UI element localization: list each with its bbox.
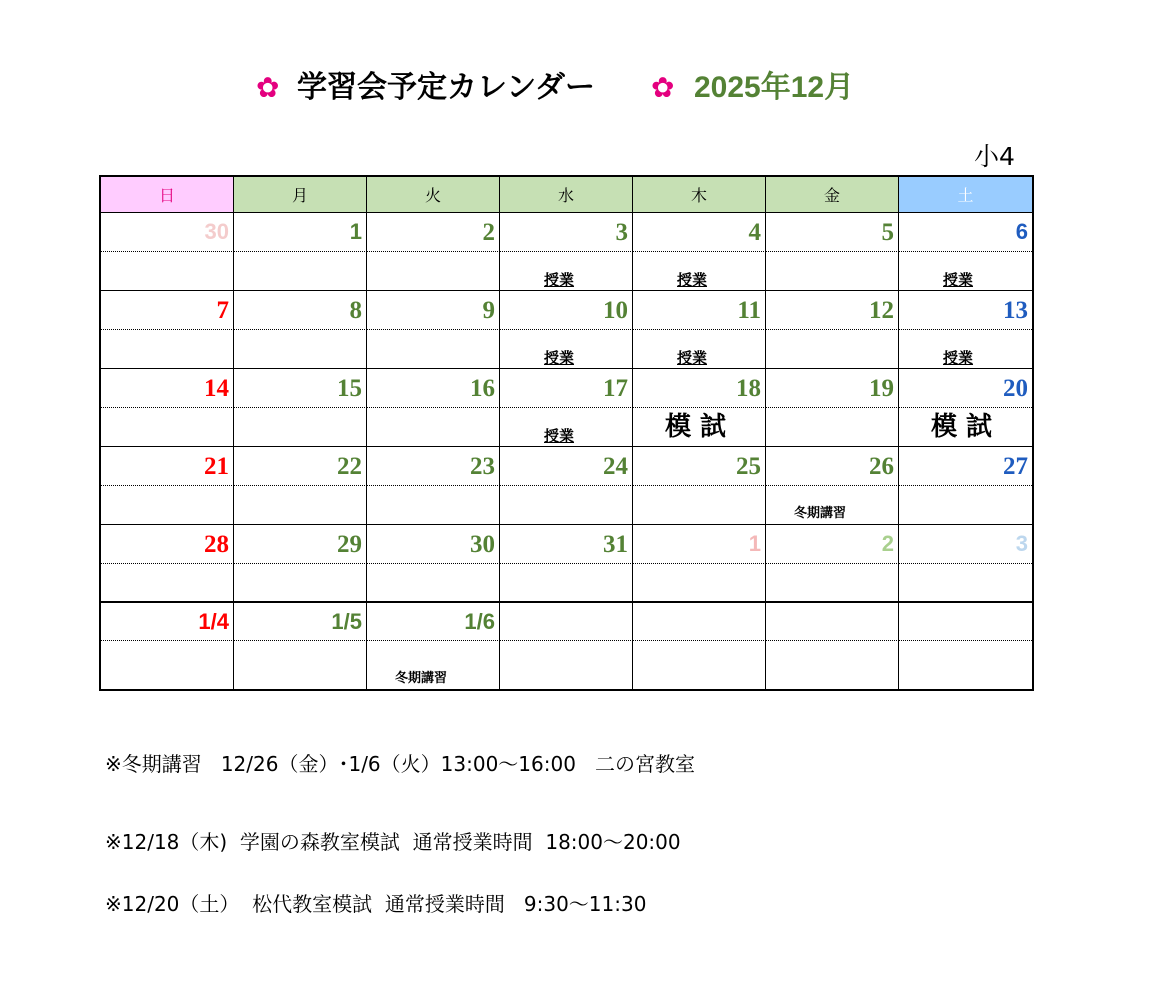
day-number: 1 xyxy=(748,531,761,556)
day-number: 3 xyxy=(615,218,628,246)
date-cell xyxy=(899,213,1032,252)
day-number: 29 xyxy=(337,530,362,558)
event-cell xyxy=(234,564,367,603)
date-cell xyxy=(766,525,899,564)
date-cell xyxy=(234,369,367,408)
day-number: 31 xyxy=(603,530,628,558)
date-cell xyxy=(633,603,766,641)
day-number: 12 xyxy=(869,296,894,324)
event-label-exam: 模 試 xyxy=(665,412,727,442)
event-cell xyxy=(899,564,1032,603)
weekday-header-wed: 水 xyxy=(500,177,633,213)
day-number: 28 xyxy=(204,530,229,558)
day-number: 23 xyxy=(470,452,495,480)
event-cell xyxy=(633,330,766,369)
day-number: 6 xyxy=(1015,219,1028,244)
day-number: 1 xyxy=(349,219,362,244)
note-winter-course: ※冬期講習 12/26（金）･1/6（火）13:00〜16:00 二の宮教室 xyxy=(105,752,695,776)
event-cell xyxy=(633,408,766,447)
weekday-header-thu: 木 xyxy=(633,177,766,213)
event-cell xyxy=(633,564,766,603)
date-cell xyxy=(101,525,234,564)
date-cell xyxy=(500,525,633,564)
event-cell xyxy=(766,564,899,603)
event-cell xyxy=(633,252,766,291)
date-cell xyxy=(633,447,766,486)
event-cell xyxy=(899,641,1032,689)
date-cell xyxy=(500,291,633,330)
day-number: 18 xyxy=(736,374,761,402)
day-number: 4 xyxy=(748,218,761,246)
event-cell xyxy=(367,330,500,369)
date-cell xyxy=(766,447,899,486)
event-cell xyxy=(101,564,234,603)
date-cell xyxy=(633,525,766,564)
event-label-class: 授業 xyxy=(943,348,974,367)
day-number: 7 xyxy=(216,296,229,324)
weekday-header-mon: 月 xyxy=(234,177,367,213)
event-cell xyxy=(367,641,500,689)
date-cell xyxy=(899,447,1032,486)
event-label-class: 授業 xyxy=(677,348,708,367)
calendar-month: 2025年12月 xyxy=(694,71,855,104)
event-cell xyxy=(766,252,899,291)
event-cell xyxy=(101,330,234,369)
date-cell xyxy=(500,213,633,252)
event-cell xyxy=(633,486,766,525)
date-cell xyxy=(234,447,367,486)
event-cell xyxy=(367,486,500,525)
event-cell xyxy=(234,408,367,447)
day-number: 9 xyxy=(482,296,495,324)
day-number: 20 xyxy=(1003,374,1028,402)
date-cell xyxy=(633,213,766,252)
day-number: 22 xyxy=(337,452,362,480)
day-number: 27 xyxy=(1003,452,1028,480)
day-number: 13 xyxy=(1003,296,1028,324)
day-number: 11 xyxy=(737,296,761,324)
event-label-winter: 冬期講習 xyxy=(794,505,847,521)
event-label-class: 授業 xyxy=(544,426,575,445)
day-number: 16 xyxy=(470,374,495,402)
date-cell xyxy=(899,291,1032,330)
date-cell xyxy=(766,369,899,408)
date-cell xyxy=(101,369,234,408)
date-cell xyxy=(367,369,500,408)
date-cell xyxy=(101,213,234,252)
day-number: 30 xyxy=(204,219,229,244)
day-number: 5 xyxy=(881,218,894,246)
day-number: 1/5 xyxy=(331,608,362,634)
event-cell xyxy=(234,330,367,369)
date-cell xyxy=(234,213,367,252)
day-number: 26 xyxy=(869,452,894,480)
event-cell xyxy=(899,330,1032,369)
date-cell xyxy=(234,291,367,330)
event-cell xyxy=(633,641,766,689)
note-mock-exam-1218: ※12/18（木) 学園の森教室模試 通常授業時間 18:00〜20:00 xyxy=(105,830,681,854)
event-cell xyxy=(234,486,367,525)
event-cell xyxy=(101,641,234,689)
date-cell xyxy=(367,213,500,252)
grade-label: 小4 xyxy=(974,142,1015,171)
date-cell xyxy=(899,525,1032,564)
day-number: 3 xyxy=(1015,531,1028,556)
weekday-header-fri: 金 xyxy=(766,177,899,213)
weekday-header-sun: 日 xyxy=(101,177,234,213)
note-mock-exam-1220: ※12/20（土） 松代教室模試 通常授業時間 9:30〜11:30 xyxy=(105,892,647,916)
event-cell xyxy=(500,330,633,369)
date-cell xyxy=(101,447,234,486)
date-cell xyxy=(899,369,1032,408)
event-cell xyxy=(367,408,500,447)
calendar-grid xyxy=(99,175,1034,691)
event-label-exam: 模 試 xyxy=(931,412,993,442)
event-cell xyxy=(101,486,234,525)
event-cell xyxy=(766,408,899,447)
event-cell xyxy=(101,408,234,447)
date-cell xyxy=(500,447,633,486)
event-cell xyxy=(234,641,367,689)
day-number: 2 xyxy=(482,218,495,246)
event-label-class: 授業 xyxy=(677,270,708,289)
day-number: 30 xyxy=(470,530,495,558)
day-number: 24 xyxy=(603,452,628,480)
event-cell xyxy=(899,408,1032,447)
page-title: 学習会予定カレンダー xyxy=(297,70,596,105)
day-number: 10 xyxy=(603,296,628,324)
event-label-winter: 冬期講習 xyxy=(395,670,448,686)
day-number: 25 xyxy=(736,452,761,480)
weekday-header-sat: 土 xyxy=(899,177,1032,213)
date-cell xyxy=(234,525,367,564)
date-cell xyxy=(766,213,899,252)
event-cell xyxy=(766,330,899,369)
date-cell xyxy=(101,603,234,641)
date-cell xyxy=(766,603,899,641)
date-cell xyxy=(367,447,500,486)
date-cell xyxy=(367,291,500,330)
date-cell xyxy=(633,369,766,408)
event-cell xyxy=(500,564,633,603)
day-number: 15 xyxy=(337,374,362,402)
event-cell xyxy=(500,486,633,525)
date-cell xyxy=(766,291,899,330)
event-label-class: 授業 xyxy=(544,270,575,289)
event-cell xyxy=(367,564,500,603)
day-number: 8 xyxy=(349,296,362,324)
day-number: 1/4 xyxy=(198,608,229,634)
event-cell xyxy=(766,486,899,525)
weekday-header-tue: 火 xyxy=(367,177,500,213)
event-label-class: 授業 xyxy=(544,348,575,367)
event-cell xyxy=(500,641,633,689)
date-cell xyxy=(101,291,234,330)
flower-icon: ✿ xyxy=(256,71,280,104)
flower-icon: ✿ xyxy=(651,71,675,104)
event-cell xyxy=(500,252,633,291)
date-cell xyxy=(367,603,500,641)
event-cell xyxy=(899,486,1032,525)
event-cell xyxy=(101,252,234,291)
day-number: 17 xyxy=(603,374,628,402)
day-number: 14 xyxy=(204,374,229,402)
event-cell xyxy=(234,252,367,291)
date-cell xyxy=(899,603,1032,641)
event-cell xyxy=(367,252,500,291)
day-number: 2 xyxy=(881,531,894,556)
event-label-class: 授業 xyxy=(943,270,974,289)
day-number: 21 xyxy=(204,452,229,480)
date-cell xyxy=(234,603,367,641)
day-number: 1/6 xyxy=(464,608,495,634)
date-cell xyxy=(633,291,766,330)
event-cell xyxy=(766,641,899,689)
event-cell xyxy=(500,408,633,447)
date-cell xyxy=(367,525,500,564)
date-cell xyxy=(500,369,633,408)
day-number: 19 xyxy=(869,374,894,402)
event-cell xyxy=(899,252,1032,291)
date-cell xyxy=(500,603,633,641)
